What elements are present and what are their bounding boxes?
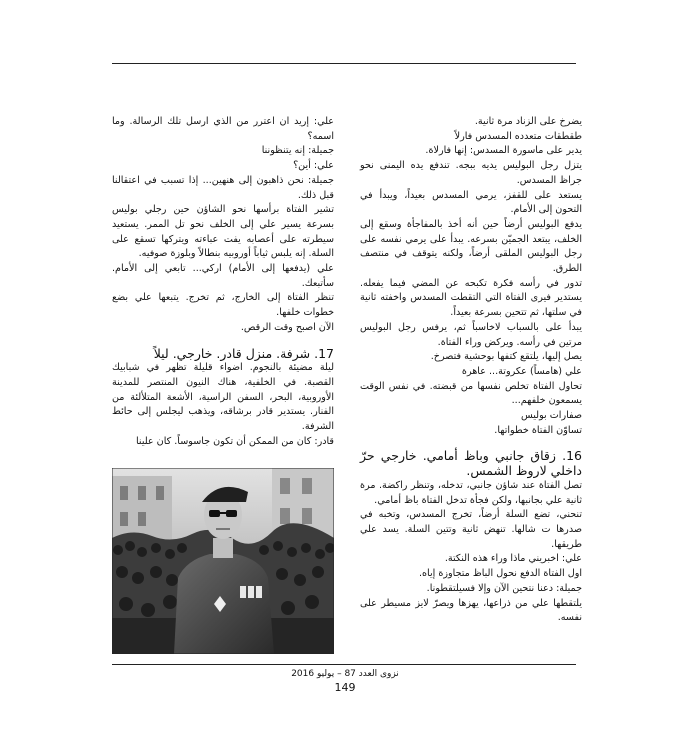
paragraph: يدفع البوليس أرضاً حين أنه أخذ بالمفاجأة وسقع إلى الخلف، يبتعد الجميّن بسرعه. يبدأ على يرمي نفسه على رجل البوليس الملقى أرضاً، ولكنه يتوقف في منتصف الطرق. (360, 218, 582, 275)
paragraph: طقطقات متعدده المسدس فارلاً (454, 130, 582, 142)
paragraph: جميلة: دعنا نتحين الآن وإلا فسيلتقطونا. (426, 582, 582, 594)
paragraph: يتزل رجل البوليس يديه ببجه. تندفع يده اليمنى نحو جراظ المسدس. (360, 160, 582, 186)
paragraph: علي: أين؟ (293, 160, 334, 172)
paragraph: قادر: كان من الممكن أن تكون جاسوساً. كان علينا (136, 435, 334, 447)
page-number: 149 (334, 681, 356, 694)
paragraph: علي: إريد ان اعترر من الذي ارسل تلك الرسالة. وما اسمه؟ (112, 116, 334, 142)
paragraph: تدور في رأسه فكرة تكبحه عن المضي فيما يفعله. يستدير فيرى الفتاة التي التقطت المسدس واخفته ثانية في سلتها، ثم تتحين بسرعة بعيداً. (360, 277, 582, 319)
bottom-rule (112, 664, 576, 665)
paragraph: يصل إليها، يلتقع كتفها بوحشية فتصرخ. (430, 351, 582, 363)
paragraph: الآن اصبح وقت الرقص. (240, 321, 334, 333)
paragraph: علي (يدفعها إلى الأمام) اركي... تابعي إلى الأمام. سأتبعك. (112, 263, 334, 289)
paragraph: اول الفتاة الدفع نحول الباظ متجاوزة إياه. (418, 568, 582, 580)
paragraph: يستعد على للقفز، يرمي المسدس بعيداً، ويبدأ في التحون إلى الأمام. (360, 189, 582, 216)
paragraph: تحاول الفتاة تخلص نفسها من قبضته. في نفس الوقت يسمعون خلفهم... (360, 380, 582, 407)
paragraph: تنحني، تضع السلة أرضاً، تخرج المسدس، وتخبه في صدرها ت شالها. تنهض ثانية وتتين السلة. يسد علي طريقها. (360, 509, 582, 550)
top-rule (112, 63, 576, 64)
spacer (112, 336, 334, 347)
issue-info: نزوى العدد 87 – يوليو 2016 (291, 669, 399, 679)
paragraph: علي (هامساً) عكروتة... عاهرة (461, 365, 582, 377)
section-heading-16: 16. زقاق جانبي وباظ أمامي. خارجي حرّ داخلي لاروظ الشمس. (360, 448, 582, 479)
paragraph: يبدأ على بالسباب لاخاسباً ثم، يرفس رجل البوليس مرتين في رأسه. ويركض وراء الفتاة. (360, 321, 582, 348)
paragraph: يدير على ماسورة المسدس: إنها فارلاة. (425, 145, 582, 157)
section-heading-17: 17. شرفة. منزل قادر. خارجي. ليلاً (153, 345, 334, 361)
right-text-column (360, 115, 582, 626)
paragraph: تنظر الفتاة إلى الخارج، ثم تخرج. يتبعها علي بضع خطوات خلفها. (112, 292, 334, 319)
paragraph: صفارات بوليس (521, 410, 582, 422)
paragraph: ليلة مضيئة بالنجوم. اضواء قليلة تظهر في شبابيك القصبة. في الخلفية، هناك النيون المنتصر للمدينة الأوروبية، البحر، السفن الراسية، الأشعة المتلألئة من الفنار. يستدير قادر برشاقه، ويذهب ليجلس إلى حائط الشرفة. (112, 362, 334, 433)
paragraph: جميلة: نحن ذاهبون إلى هنهين... إذا تسبب في اعتقالنا قبل ذلك. (112, 174, 334, 201)
film-still-photo (112, 468, 334, 654)
paragraph: تصل الفتاة عند شاؤن جانبي، تدخله، وتنظر راكضة. مرة ثانية علي بجانبها، ولكن فجأة تدخل الفتاة باظ أمامي. (360, 479, 582, 506)
paragraph: علي: اخبريني ماذا وراء هذه النكتة. (444, 553, 582, 565)
paragraph: تساوّن الفتاة خطواتها. (494, 424, 582, 436)
left-text-column (112, 115, 334, 449)
paragraph: يلتقطها علي من ذراعها، يهزها ويصرّ لايز مسيطر على نفسه. (360, 597, 582, 624)
paragraph: يضرخ على الزناد مرة ثانية. (474, 116, 582, 127)
paragraph: تشير الفتاة برأسها نحو الشاؤن حين رجلي بوليس بسرعة يسير علي إلى الخلف نحو تل الممر. يستعيد سيطرته على أعصابه يفت عباءته ويتركها تسقع على السلة. إنه يلبس ثياباً أوروبيه بنطالاً وبلوزة صوفيه. (112, 204, 334, 260)
paragraph: جميلة: إنه يتنظوننا (261, 145, 334, 157)
